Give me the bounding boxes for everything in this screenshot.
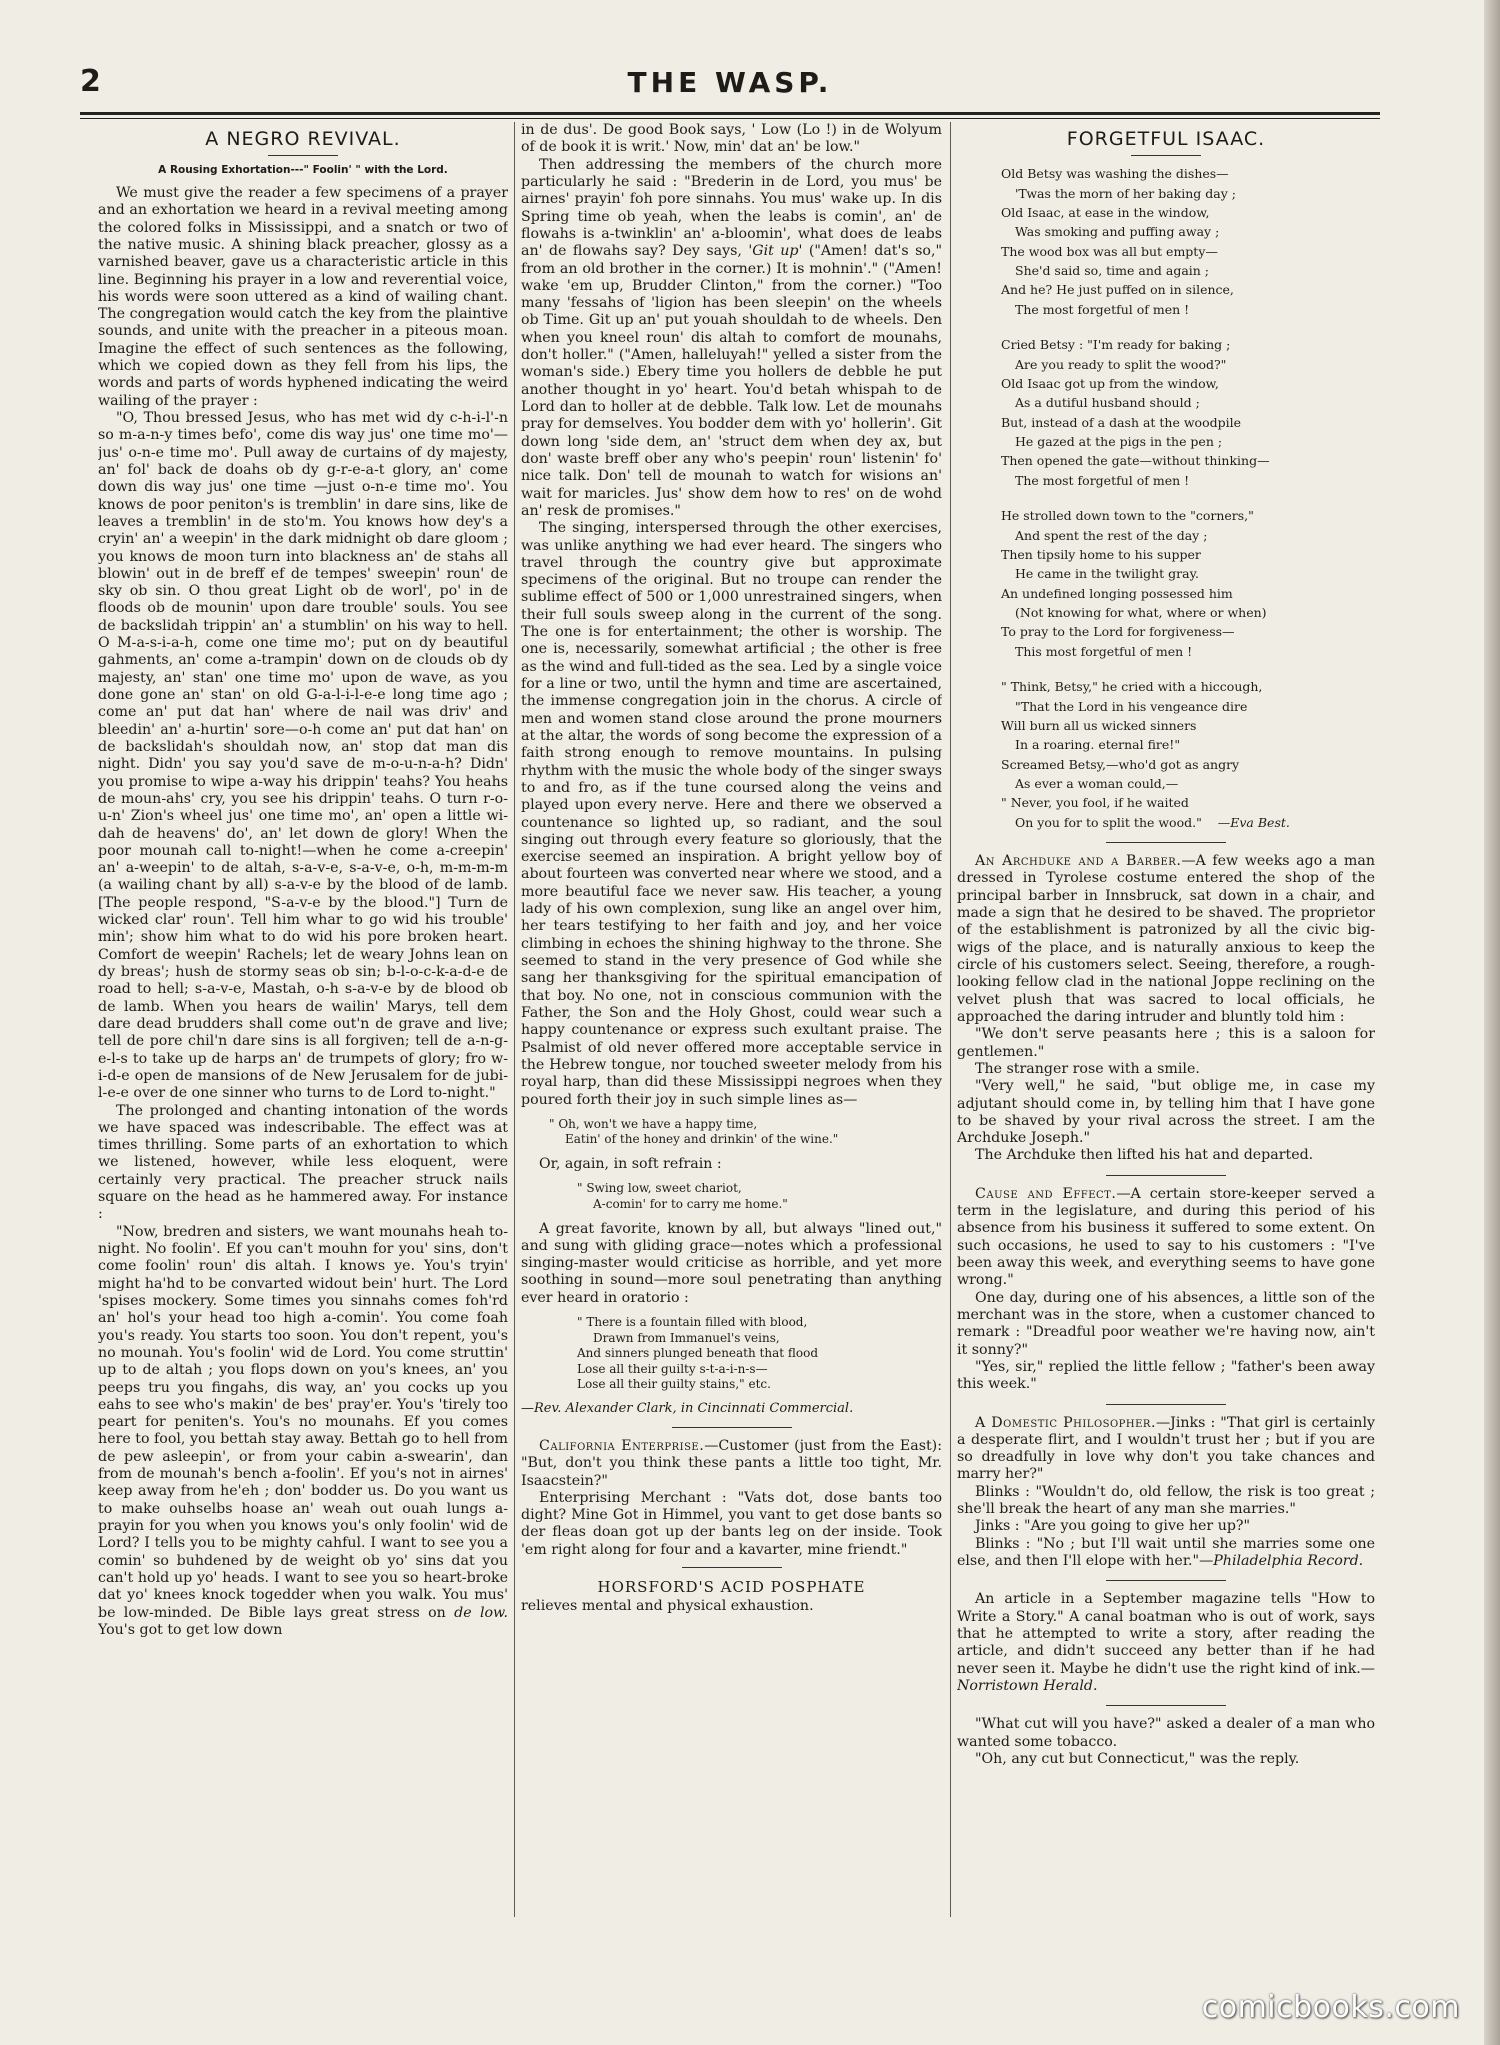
section-rule bbox=[682, 1567, 782, 1568]
verse-line: He strolled down town to the "corners," bbox=[1001, 508, 1254, 524]
stanza-3 bbox=[1001, 506, 1375, 661]
text-run: —Jinks : "That girl is certainly a desperate flirt, and I wouldn't trust her ; but if you are so dreadfully in love why don't you take chances and marry her?" bbox=[957, 1414, 1375, 1483]
paragraph bbox=[521, 157, 942, 521]
column-rule-2 bbox=[950, 122, 951, 1917]
italic-text: de low. bbox=[454, 1604, 508, 1621]
verse-text: On you for to split the wood." bbox=[1015, 814, 1202, 830]
paragraph: Blinks : "Wouldn't do, old fellow, the risk is too great ; she'll break the heart of any man she marries." bbox=[957, 1483, 1375, 1518]
section-head: California Enterprise. bbox=[539, 1437, 705, 1454]
verse-line: Then opened the gate—without thinking— bbox=[1001, 453, 1270, 469]
advert-title: HORSFORD'S ACID POSPHATE bbox=[597, 1578, 866, 1597]
paragraph-cause-effect bbox=[957, 1186, 1375, 1290]
section-head: Cause and Effect. bbox=[975, 1185, 1117, 1202]
verse-line: Screamed Betsy,—who'd got as angry bbox=[1001, 756, 1240, 772]
song-line: " Swing low, sweet chariot, bbox=[577, 1181, 742, 1196]
source-credit: Norristown Herald. bbox=[957, 1677, 1098, 1694]
song-line: A-comin' for to carry me home." bbox=[593, 1196, 788, 1211]
section-rule bbox=[1106, 1580, 1226, 1581]
paragraph: The prolonged and chanting intonation of the words we have spaced was indescribable. The effect was at times thrilling. Some parts of an exhortation to which we listened, however, while less eloquent, were certainly very practical. The preacher struck nails square on the head as he hammered away. For instance : bbox=[98, 1102, 508, 1223]
section-head: A Domestic Philosopher. bbox=[975, 1414, 1156, 1431]
text-run: —Customer (just from the East): "But, don't you think these pants a little too tight, Mr. Isaacstein?" bbox=[521, 1437, 942, 1489]
section-rule bbox=[1106, 1404, 1226, 1405]
hymn-line: Lose all their guilty s-t-a-i-n-s— bbox=[577, 1361, 768, 1376]
verse-line: Then tipsily home to his supper bbox=[1001, 546, 1201, 562]
song-line: Eatin' of the honey and drinkin' of the wine." bbox=[565, 1132, 839, 1147]
song-line: " Oh, won't we have a happy time, bbox=[549, 1116, 758, 1131]
verse-line: The most forgetful of men ! bbox=[1015, 301, 1190, 317]
credit-text: —Rev. Alexander Clark, in Cincinnati Commercial. bbox=[521, 1401, 854, 1417]
column-1 bbox=[98, 122, 508, 1922]
paragraph-tobacco: "What cut will you have?" asked a dealer of a man who wanted some tobacco. bbox=[957, 1716, 1375, 1750]
text-run: You's got to get low down bbox=[98, 1621, 283, 1638]
stanza-1 bbox=[1001, 164, 1375, 319]
song-quote-1 bbox=[549, 1117, 942, 1148]
section-rule bbox=[672, 1427, 792, 1428]
paragraph: "Oh, any cut but Connecticut," was the reply. bbox=[975, 1750, 1300, 1767]
verse-line: The most forgetful of men ! bbox=[1015, 472, 1190, 488]
section-rule bbox=[1106, 1175, 1226, 1176]
paragraph-archduke bbox=[957, 853, 1375, 1026]
paragraph: "We don't serve peasants here ; this is a saloon for gentlemen." bbox=[957, 1026, 1375, 1060]
article-subtitle: A Rousing Exhortation---" Foolin' " with the Lord. bbox=[158, 164, 448, 177]
verse-line: He came in the twilight gray. bbox=[1015, 566, 1199, 582]
masthead-rule bbox=[80, 112, 1380, 119]
page-spine-shadow bbox=[1484, 0, 1500, 2045]
stanza-4 bbox=[1001, 677, 1375, 832]
column-rule-1 bbox=[514, 122, 515, 1917]
paragraph-california-enterprise bbox=[521, 1438, 942, 1490]
stanza-2 bbox=[1001, 335, 1375, 490]
verse-line: 'Twas the morn of her baking day ; bbox=[1015, 185, 1236, 201]
hymn-line: " There is a fountain filled with blood, bbox=[577, 1315, 808, 1330]
paragraph: The stranger rose with a smile. bbox=[975, 1060, 1200, 1077]
verse-line: But, instead of a dash at the woodpile bbox=[1001, 414, 1242, 430]
verse-line: "That the Lord in his vengeance dire bbox=[1015, 698, 1248, 714]
title-rule bbox=[268, 155, 338, 156]
verse-line: Old Isaac, at ease in the window, bbox=[1001, 204, 1210, 220]
verse-line: As ever a woman could,— bbox=[1015, 776, 1179, 792]
verse-line: Cried Betsy : "I'm ready for baking ; bbox=[1001, 337, 1231, 353]
hymn-line: And sinners plunged beneath that flood bbox=[577, 1346, 819, 1361]
paragraph-prayer: "O, Thou bressed Jesus, who has met wid dy c-h-i-l'-n so m-a-n-y times befo', come dis way jus' one time mo'—jus' o-n-e time mo'. Pull away de curtains of dy majesty, an' fol' back de doahs ob dy g-r-e-a-t glory, an' come down dis way jus' one time —just o-n-e time mo'. You knows de poor peniton's is tremblin' in dare sins, like de leaves a tremblin' in de sto'm. You knows how dey's a cryin' an' a weepin' in the dark midnight ob dare gloom ; you knows de moon turn into blackness an' de stahs all blowin' out in de breff ef de tempes' sweepin' roun' de sky ob sin. O thou great Light ob de worl', po' in de floods ob de mounin' upon dare trouble' souls. You see de backslidah trippin' an' a stumblin' on his way to hell. O M-a-s-i-a-h, come one time mo'; put on dy beautiful gahments, an' come a-trampin' down on de clouds ob dy majesty, an' stan' one time mo' upon de wave, as you done gone an' stan' on old G-a-l-i-l-e-e long time ago ; come an' put dat han' where de nail was driv' and bleedin' an' a-hurtin' sore—o-h come an' put dat han' on de backslidah's shouldah now, an' stop dat man dis night. Didn' you say you'd save de m-o-u-n-a-h? Didn' you promise to wipe a-way his drippin' teahs? You heahs de moun-ahs' cry, you see his drippin' teahs. O turn r-o-u-n' Zion's wheel jus' one time mo', an' open a little wi-dah de heavens' do', an' let down de glory! When the poor mounah call to-night!—when he come a-creepin' an' a-weepin' to de altah, s-a-v-e, s-a-v-e, o-h, m-m-m-m (a wailing chant by all) s-a-v-e by the blood of de lamb. [The people respond, "S-a-v-e by the blood."] Turn de wicked clar' roun'. Tell him whar to go wid his trouble' min'; show him what to do wid his pore broken heart. Comfort de weepin' Rachels; let de weary Johns lean on dy breas'; hush de stormy seas ob sin; b-l-o-c-k-a-d-e de road to hell; s-a-v-e, Mastah, o-h s-a-v-e by de blood ob de lamb. When you hears de wailin' Marys, tell dem dare dead brudders shall come out'n de grave and live; tell de pore chil'n dare sins is all forgiven; tell de a-n-g-e-l-s to take up de harps an' de trumpets of glory; fro w-i-d-e open de mansions of de New Jerusalem for de jubi-l-e-e over de one sinner who turns to de Lord to-night." bbox=[98, 410, 508, 1102]
verse-line: The wood box was all but empty— bbox=[1001, 243, 1218, 259]
poem-author: —Eva Best. bbox=[1217, 814, 1290, 830]
verse-line: To pray to the Lord for forgiveness— bbox=[1001, 624, 1235, 640]
song-quote-2 bbox=[577, 1181, 942, 1212]
verse-line: Old Isaac got up from the window, bbox=[1001, 375, 1219, 391]
publication-title: THE WASP. bbox=[627, 66, 833, 99]
section-rule bbox=[1106, 842, 1226, 843]
article-title-negro-revival: A NEGRO REVIVAL. bbox=[205, 128, 401, 150]
paragraph: A great favorite, known by all, but always "lined out," and sung with gliding grace—notes which a professional singing-master would criticise as horrible, and yet more soothing in sound—more soul penetrating than anything ever heard in oratorio : bbox=[521, 1220, 942, 1306]
verse-line: Are you ready to split the wood?" bbox=[1015, 356, 1227, 372]
verse-line: (Not knowing for what, where or when) bbox=[1015, 605, 1267, 621]
text-run: —A certain store-keeper served a term in the legislature, and during this period of his absence from his business it suffered to some extent. On such occasions, he used to say to his customers : "I've been away this week, and everything seems to have gone wrong." bbox=[957, 1185, 1375, 1289]
verse-line: As a dutiful husband should ; bbox=[1015, 395, 1200, 411]
paragraph: The Archduke then lifted his hat and departed. bbox=[975, 1147, 1314, 1164]
title-rule bbox=[1131, 155, 1201, 156]
verse-line: An undefined longing possessed him bbox=[1001, 585, 1233, 601]
text-run: Then addressing the members of the church more particularly he said : "Brederin in de Lord, you mus' be airnes' prayin' foh pore sinnahs. You mus' wake up. In dis Spring time ob yeah, when the leabs is comin', an' de flowahs is a-twinklin' an' a-bloomin', what does de leabs an' de flowahs say? Dey says, ' bbox=[521, 156, 942, 260]
section-head: An Archduke and a Barber. bbox=[975, 853, 1182, 870]
hymn-quote bbox=[577, 1315, 942, 1393]
verse-line: And spent the rest of the day ; bbox=[1015, 527, 1208, 543]
verse-line: And he? He just puffed on in silence, bbox=[1001, 282, 1234, 298]
hymn-line: Drawn from Immanuel's veins, bbox=[593, 1330, 780, 1345]
verse-line: This most forgetful of men ! bbox=[1015, 643, 1193, 659]
paragraph: Enterprising Merchant : "Vats dot, dose bants too dight? Mine Got in Himmel, you vant to get dose bants so der fleas doan got up der bants leg on der inside. Took 'em right along for four and a kavarter, mine friendt." bbox=[521, 1489, 942, 1558]
column-2 bbox=[521, 122, 942, 1922]
verse-line: In a roaring. eternal fire!" bbox=[1015, 737, 1181, 753]
paragraph: One day, during one of his absences, a little son of the merchant was in the store, when a customer chanced to remark : "Dreadful poor weather we're having now, ain't it sonny?" bbox=[957, 1289, 1375, 1358]
paragraph-domestic-philosopher bbox=[957, 1415, 1375, 1484]
text-run: "Now, bredren and sisters, we want mounahs heah to-night. No foolin'. Ef you can't mouhn for you' sins, don't come foolin' roun' dis altah. I knows ye. You's tryin' might ha'hd to be convarted widout bein' hurt. The Lord 'spises mockery. Some times you sinnahs comes foh'rd an' hol's your head too high a-comin'. You come foah you's ready. You starts too soon. You don't repent, you's no mounah. You's foolin' wid de Lord. You come struttin' up to de altah ; you flops down on you's knees, an' you peeps tru you fingahs, dis way, an' you cocks up you eahs to see who's makin' de bes' pray'er. You's 'tirely too peart for peniten's. You's no mounahs. Ef you comes here to fool, you bettah stay away. Bettah go to hell from de pew asleepin', or from your cabin a-swearin', dan from de mounah's bench a-foolin'. Ef you's not in airnes' keep away from he'eh ; don' bodder us. Do you want us to make ouhselbs hoase an' weah out ouah lungs a-prayin for you when you knows you's only foolin' wid de Lord? I tells you to be mighty cahful. I want to see you a comin' so buhdened by de weight ob yo' sins dat you can't hold up yo' heads. I want to see you so heart-broke dat yo' knees knock togedder when you walk. You mus' be low-minded. De Bible lays great stress on bbox=[98, 1223, 508, 1621]
article-credit bbox=[521, 1401, 942, 1417]
column-3 bbox=[957, 122, 1375, 1922]
italic-text: Git up bbox=[752, 243, 799, 260]
paragraph: Jinks : "Are you going to give her up?" bbox=[975, 1518, 1251, 1535]
verse-line bbox=[1001, 813, 1375, 832]
paragraph-continued: in de dus'. De good Book says, ' Low (Lo !) in de Wolyum of de book it is writ.' Now, min' dat an' be low." bbox=[521, 122, 942, 156]
paragraph: The singing, interspersed through the other exercises, was unlike anything we had ever heard. The singers who travel through the country give but approximate specimens of the original. But no troupe can render the sublime effect of 500 or 1,000 unrestrained singers, when their full souls sweep along in the current of the song. The one is for entertainment; the other is worship. The one is, necessarily, somewhat artificial ; the other is free as the wind and full-tided as the sea. Led by a single voice for a line or two, until the hymn and time are ascertained, the immense congregation join in the chorus. A circle of men and women stand close around the prone mourners at the altar, the words of song become the expression of a faith strong enough to remove mountains. In pulsing rhythm with the music the whole body of the singer sways to and fro, as if the tune coursed along the veins and played upon every nerve. Here and there we observed a countenance so lighted up, so radiant, and the soul singing out through every feature so gloriously, that the exercise seemed an inspiration. A bright yellow boy of about fourteen was converted near where we stood, and a more beautiful face we never saw. His teacher, a young lady of his own complexion, sung like an angel over him, her tears testifying to her faith and joy, and her voice climbing in echoes the shining highway to the throne. She seemed to stand in the very presence of God while she sang her thanksgiving for the spiritual emancipation of that boy. No one, not in conscious communion with the Father, the Son and the Holy Ghost, could wear such a happy countenance or express such exultant praise. The Psalmist of old never offered more acceptable service in the Hebrew tongue, nor touched sweeter melody from his royal harp, than did these Mississippi negroes when they poured forth their joy in such simple lines as— bbox=[521, 520, 942, 1108]
paragraph: "Very well," he said, "but oblige me, in case my adjutant should come in, by telling him that I have gone to be shaved by your rival across the street. I am the Archduke Joseph." bbox=[957, 1078, 1375, 1147]
text-run: Blinks : "No ; but I'll wait until she marries some one else, and then I'll elope with her."— bbox=[957, 1535, 1375, 1570]
paragraph: We must give the reader a few specimens of a prayer and an exhortation we heard in a revival meeting among the colored folks in Mississippi, and a snatch or two of the native music. A shining black preacher, glossy as a varnished beaver, gave us a characteristic article in this line. Beginning his prayer in a low and reverential voice, his words were soon uttered as a kind of wailing chant. The congregation would catch the key from the plaintive sounds, and unite with the preacher in a piteous moan. Imagine the effect of such sentences as the following, which we copied down as they fell from his lips, the words and parts of words hyphened indicating the weird wailing of the prayer : bbox=[98, 184, 508, 409]
section-rule bbox=[1106, 1705, 1226, 1706]
advert-text: relieves mental and physical exhaustion. bbox=[521, 1598, 814, 1615]
text-run: —A few weeks ago a man dressed in Tyrolese costume entered the shop of the principal barber in Innsbruck, sat down in a chair, and made a sign that he desired to be shaved. The proprietor of the establishment is patronized by all the civic big-wigs of the place, and is naturally anxious to keep the circle of his customers select. Seeing, therefore, a rough-looking fellow clad in the national Joppe reclining on the velvet plush that was sacred to local officials, he approached the daring intruder and bluntly told him : bbox=[957, 853, 1375, 1025]
paragraph: Or, again, in soft refrain : bbox=[539, 1156, 722, 1172]
paragraph bbox=[957, 1536, 1375, 1571]
page-number: 2 bbox=[80, 64, 101, 99]
source-credit: Philadelphia Record. bbox=[1213, 1553, 1364, 1570]
site-watermark: comicbooks.com bbox=[1201, 1990, 1460, 2025]
verse-line: " Never, you fool, if he waited bbox=[1001, 795, 1189, 811]
paragraph-exhortation bbox=[98, 1224, 508, 1640]
verse-line: Was smoking and puffing away ; bbox=[1015, 224, 1220, 240]
paragraph-how-to-write bbox=[957, 1591, 1375, 1695]
masthead bbox=[80, 60, 1380, 112]
verse-line: " Think, Betsy," he cried with a hiccough, bbox=[1001, 679, 1263, 695]
verse-line: Old Betsy was washing the dishes— bbox=[1001, 166, 1229, 182]
verse-line: Will burn all us wicked sinners bbox=[1001, 717, 1197, 733]
text-run: An article in a September magazine tells "How to Write a Story." A canal boatman who is out of work, says that he attempted to write a story, after reading the article, and didn't succeed any better than if he had never seen it. Maybe he didn't use the right kind of ink.— bbox=[957, 1591, 1375, 1677]
hymn-line: Lose all their guilty stains," etc. bbox=[577, 1377, 771, 1392]
verse-line: She'd said so, time and again ; bbox=[1015, 263, 1210, 279]
text-run: ' ("Amen! dat's so," from an old brother in the corner.) It is mohnin'." ("Amen! wake 'em up, Brudder Clinton," from the corner.) "Too many 'fessahs of 'ligion has been sleepin' on the wheels ob Time. Git up an' put youah shouldah to de wheels. Den when you kneel roun' dis altah to comfort de mounahs, don't holler." ("Amen, halleluyah!" yelled a sister from the woman's side.) Ebery time you hollers de debble he put another thought in yo' heart. You'd betah whispah to de Lord dan to holler at de debble. Talk low. Let de mounahs pray for demselves. You bodder dem with yo' hollerin'. Git down long 'side dem, an' 'struct dem when dey ax, but don' waste breff ober any who's peepin' roun' listenin' fo' nice talk. Don' tell de mounah to watch for wisions an' wait for maricles. Jus' show dem how to res' on de wohd an' resk de promises." bbox=[521, 243, 942, 519]
poem bbox=[1001, 164, 1375, 832]
paragraph: "Yes, sir," replied the little fellow ; "father's been away this week." bbox=[957, 1358, 1375, 1393]
verse-line: He gazed at the pigs in the pen ; bbox=[1015, 434, 1223, 450]
poem-title-forgetful-isaac: FORGETFUL ISAAC. bbox=[1066, 128, 1266, 150]
